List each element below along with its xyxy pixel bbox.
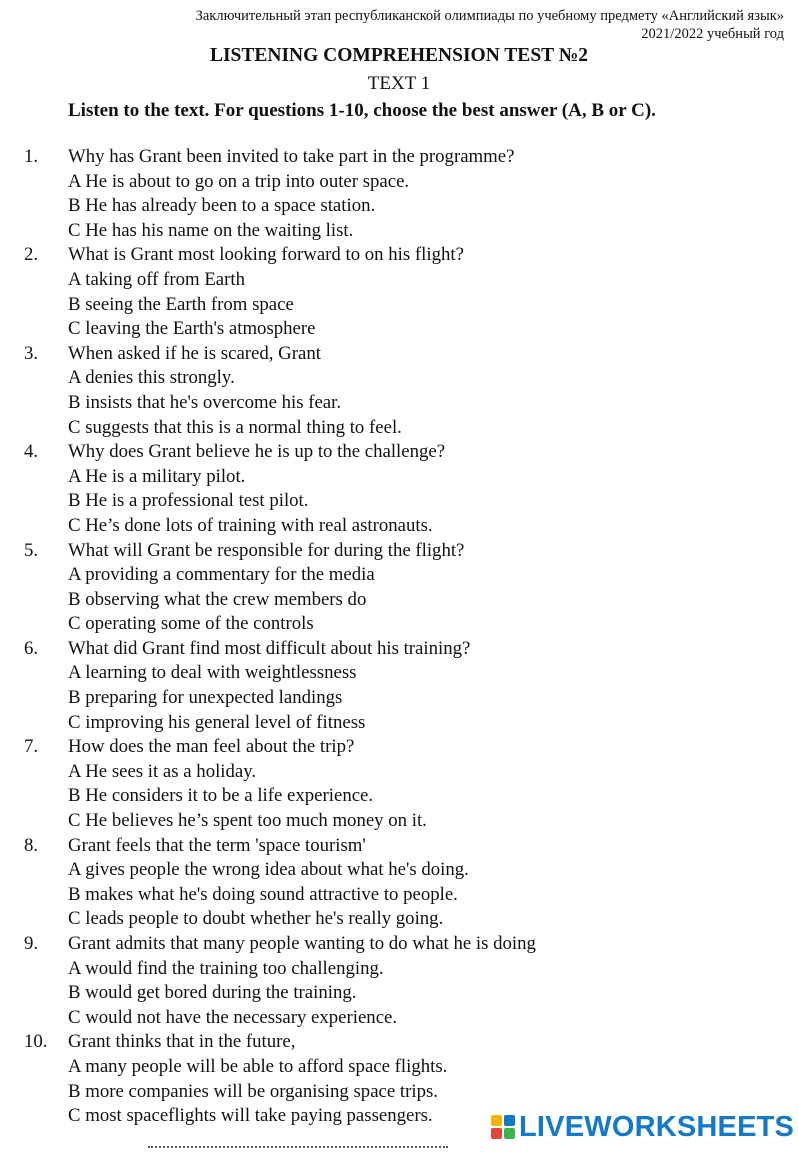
question-number: 1. — [24, 146, 39, 167]
question-number: 3. — [24, 342, 39, 364]
answer-option-c[interactable]: C He’s done lots of training with real astronauts. — [68, 514, 433, 536]
question-text: Why does Grant believe he is up to the challenge? — [68, 441, 446, 463]
instructions: Listen to the text. For questions 1-10, choose the best answer (A, B or C). — [68, 100, 656, 121]
answer-option-b[interactable]: B He has already been to a space station. — [68, 195, 376, 217]
question-number: 7. — [24, 736, 39, 758]
question-number: 5. — [24, 539, 39, 561]
question-9 — [0, 932, 798, 1030]
answer-option-a[interactable]: A providing a commentary for the media — [68, 564, 375, 586]
question-stem — [0, 834, 798, 859]
answer-option-c[interactable]: C would not have the necessary experience. — [68, 1006, 398, 1028]
answer-option-a[interactable]: A denies this strongly. — [68, 367, 235, 389]
answer-option-a[interactable]: A many people will be able to afford space flights. — [68, 1055, 448, 1077]
question-number: 10. — [24, 1031, 48, 1053]
question-text: Grant thinks that in the future, — [68, 1031, 296, 1053]
header-olympiad-line: Заключительный этап республиканской олимпиады по учебному предмету «Английский язык» — [195, 8, 784, 24]
question-text: How does the man feel about the trip? — [68, 736, 355, 758]
logo-square-yellow — [491, 1115, 502, 1126]
answer-option-a[interactable]: A He is about to go on a trip into outer space. — [68, 170, 410, 192]
question-text: What will Grant be responsible for during the flight? — [68, 539, 465, 561]
question-4 — [0, 440, 798, 538]
logo-text: LIVEWORKSHEETS — [519, 1110, 795, 1143]
answer-option-a[interactable]: A taking off from Earth — [68, 268, 245, 290]
answer-option-b[interactable]: B preparing for unexpected landings — [68, 687, 343, 709]
answer-option-b[interactable]: B observing what the crew members do — [68, 588, 367, 610]
question-stem — [0, 342, 798, 367]
question-stem — [0, 932, 798, 957]
header-year-line: 2021/2022 учебный год — [641, 26, 784, 42]
answer-option-c[interactable]: C most spaceflights will take paying passengers. — [68, 1105, 433, 1127]
question-text: What is Grant most looking forward to on his flight? — [68, 244, 464, 266]
answer-option-b[interactable]: B He is a professional test pilot. — [68, 490, 309, 512]
question-7 — [0, 735, 798, 833]
question-stem — [0, 539, 798, 564]
question-text: Grant feels that the term 'space tourism' — [68, 834, 366, 856]
question-text: Why has Grant been invited to take part in the programme? — [68, 146, 515, 167]
question-stem — [0, 1030, 798, 1055]
question-number: 8. — [24, 834, 39, 856]
question-number: 6. — [24, 637, 39, 659]
liveworksheets-logo-icon — [491, 1115, 515, 1139]
question-number: 2. — [24, 244, 39, 266]
logo-square-green — [504, 1128, 515, 1139]
answer-option-c[interactable]: C leaving the Earth's atmosphere — [68, 318, 316, 340]
question-8 — [0, 834, 798, 932]
answer-option-c[interactable]: C operating some of the controls — [68, 613, 314, 635]
answer-option-c[interactable]: C He has his name on the waiting list. — [68, 219, 354, 241]
answer-option-c[interactable]: C leads people to doubt whether he's really going. — [68, 908, 444, 930]
logo-square-blue — [504, 1115, 515, 1126]
question-text: What did Grant find most difficult about his training? — [68, 637, 471, 659]
answer-option-a[interactable]: A He sees it as a holiday. — [68, 760, 257, 782]
answer-option-b[interactable]: B makes what he's doing sound attractive to people. — [68, 883, 458, 905]
answer-option-c[interactable]: C suggests that this is a normal thing to feel. — [68, 416, 402, 438]
answer-option-c[interactable]: C improving his general level of fitness — [68, 711, 366, 733]
answer-option-a[interactable]: A gives people the wrong idea about what he's doing. — [68, 859, 469, 881]
question-2 — [0, 243, 798, 341]
page-title: LISTENING COMPREHENSION TEST №2 — [209, 45, 589, 66]
answer-option-b[interactable]: B He considers it to be a life experience. — [68, 785, 374, 807]
question-3 — [0, 342, 798, 440]
answer-option-a[interactable]: A He is a military pilot. — [68, 465, 246, 487]
logo-square-red — [491, 1128, 502, 1139]
question-1 — [0, 145, 798, 243]
question-stem — [0, 440, 798, 465]
page-subtitle: TEXT 1 — [367, 73, 431, 94]
question-stem — [0, 145, 798, 170]
answer-option-b[interactable]: B more companies will be organising space trips. — [68, 1080, 438, 1102]
liveworksheets-logo[interactable] — [491, 1107, 794, 1147]
answer-option-a[interactable]: A learning to deal with weightlessness — [68, 662, 357, 684]
answer-option-a[interactable]: A would find the training too challenging. — [68, 957, 384, 979]
question-5 — [0, 539, 798, 637]
question-stem — [0, 735, 798, 760]
question-text: When asked if he is scared, Grant — [68, 342, 321, 364]
answer-option-c[interactable]: C He believes he’s spent too much money on it. — [68, 810, 427, 832]
question-text: Grant admits that many people wanting to do what he is doing — [68, 933, 536, 954]
question-number: 4. — [24, 441, 39, 463]
answer-option-b[interactable]: B seeing the Earth from space — [68, 293, 294, 315]
question-number: 9. — [24, 933, 39, 954]
question-6 — [0, 637, 798, 735]
answer-option-b[interactable]: B would get bored during the training. — [68, 982, 357, 1004]
question-list — [0, 145, 798, 1129]
question-stem — [0, 637, 798, 662]
answer-option-b[interactable]: B insists that he's overcome his fear. — [68, 391, 342, 413]
cut-off-text-line — [148, 1146, 448, 1152]
question-stem — [0, 243, 798, 268]
